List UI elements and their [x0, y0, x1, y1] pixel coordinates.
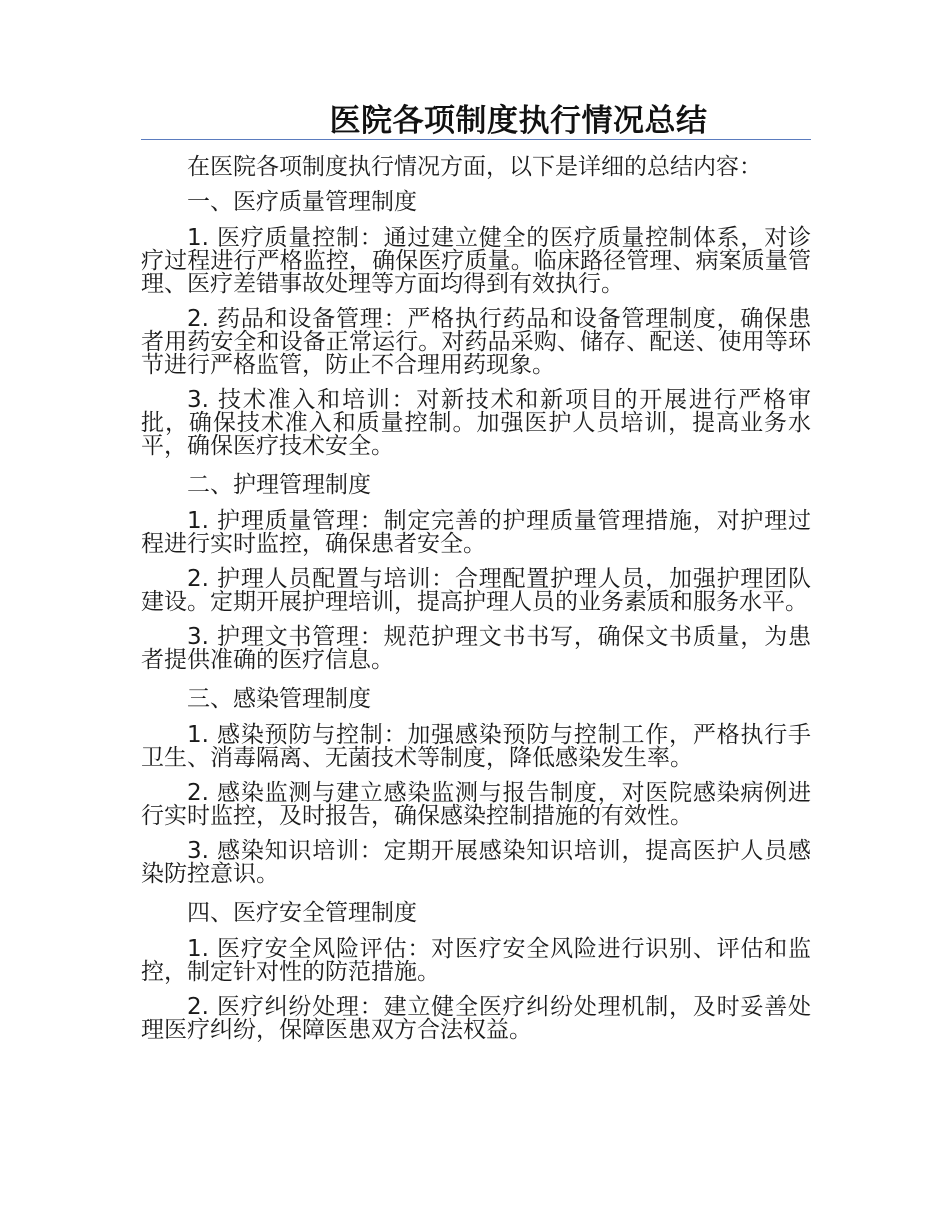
section-item: 2. 药品和设备管理：严格执行药品和设备管理制度，确保患者用药安全和设备正常运行。对药品采购、储存、配送、使用等环节进行严格监管，防止不合理用药现象。: [141, 306, 811, 378]
intro-paragraph: 在医院各项制度执行情况方面，以下是详细的总结内容：: [187, 154, 762, 180]
section-item: 3. 护理文书管理：规范护理文书书写，确保文书质量，为患者提供准确的医疗信息。: [141, 624, 811, 673]
section-item: 3. 技术准入和培训：对新技术和新项目的开展进行严格审批，确保技术准入和质量控制。加强医护人员培训，提高业务水平，确保医疗技术安全。: [141, 387, 811, 459]
section-nursing: [141, 470, 811, 672]
section-medical-quality: [141, 187, 811, 458]
document-page: [141, 100, 811, 1054]
section-heading: 四、医疗安全管理制度: [187, 900, 417, 926]
section-item: 3. 感染知识培训：定期开展感染知识培训，提高医护人员感染防控意识。: [141, 838, 811, 887]
section-heading: 二、护理管理制度: [187, 472, 371, 498]
section-item: 2. 医疗纠纷处理：建立健全医疗纠纷处理机制，及时妥善处理医疗纠纷，保障医患双方合法权益。: [141, 994, 811, 1043]
section-item: 1. 感染预防与控制：加强感染预防与控制工作，严格执行手卫生、消毒隔离、无菌技术等制度，降低感染发生率。: [141, 722, 811, 771]
section-infection: [141, 684, 811, 886]
section-item: 1. 医疗质量控制：通过建立健全的医疗质量控制体系，对诊疗过程进行严格监控，确保医疗质量。临床路径管理、病案质量管理、医疗差错事故处理等方面均得到有效执行。: [141, 225, 811, 297]
section-medical-safety: [141, 898, 811, 1042]
section-item: 1. 护理质量管理：制定完善的护理质量管理措施，对护理过程进行实时监控，确保患者安全。: [141, 508, 811, 557]
section-item: 2. 护理人员配置与培训：合理配置护理人员，加强护理团队建设。定期开展护理培训，提高护理人员的业务素质和服务水平。: [141, 566, 811, 615]
section-heading: 三、感染管理制度: [187, 686, 371, 712]
section-item: 1. 医疗安全风险评估：对医疗安全风险进行识别、评估和监控，制定针对性的防范措施。: [141, 936, 811, 985]
document-title: 医院各项制度执行情况总结: [329, 103, 708, 139]
section-heading: 一、医疗质量管理制度: [187, 189, 417, 215]
section-item: 2. 感染监测与建立感染监测与报告制度，对医院感染病例进行实时监控，及时报告，确保感染控制措施的有效性。: [141, 780, 811, 829]
